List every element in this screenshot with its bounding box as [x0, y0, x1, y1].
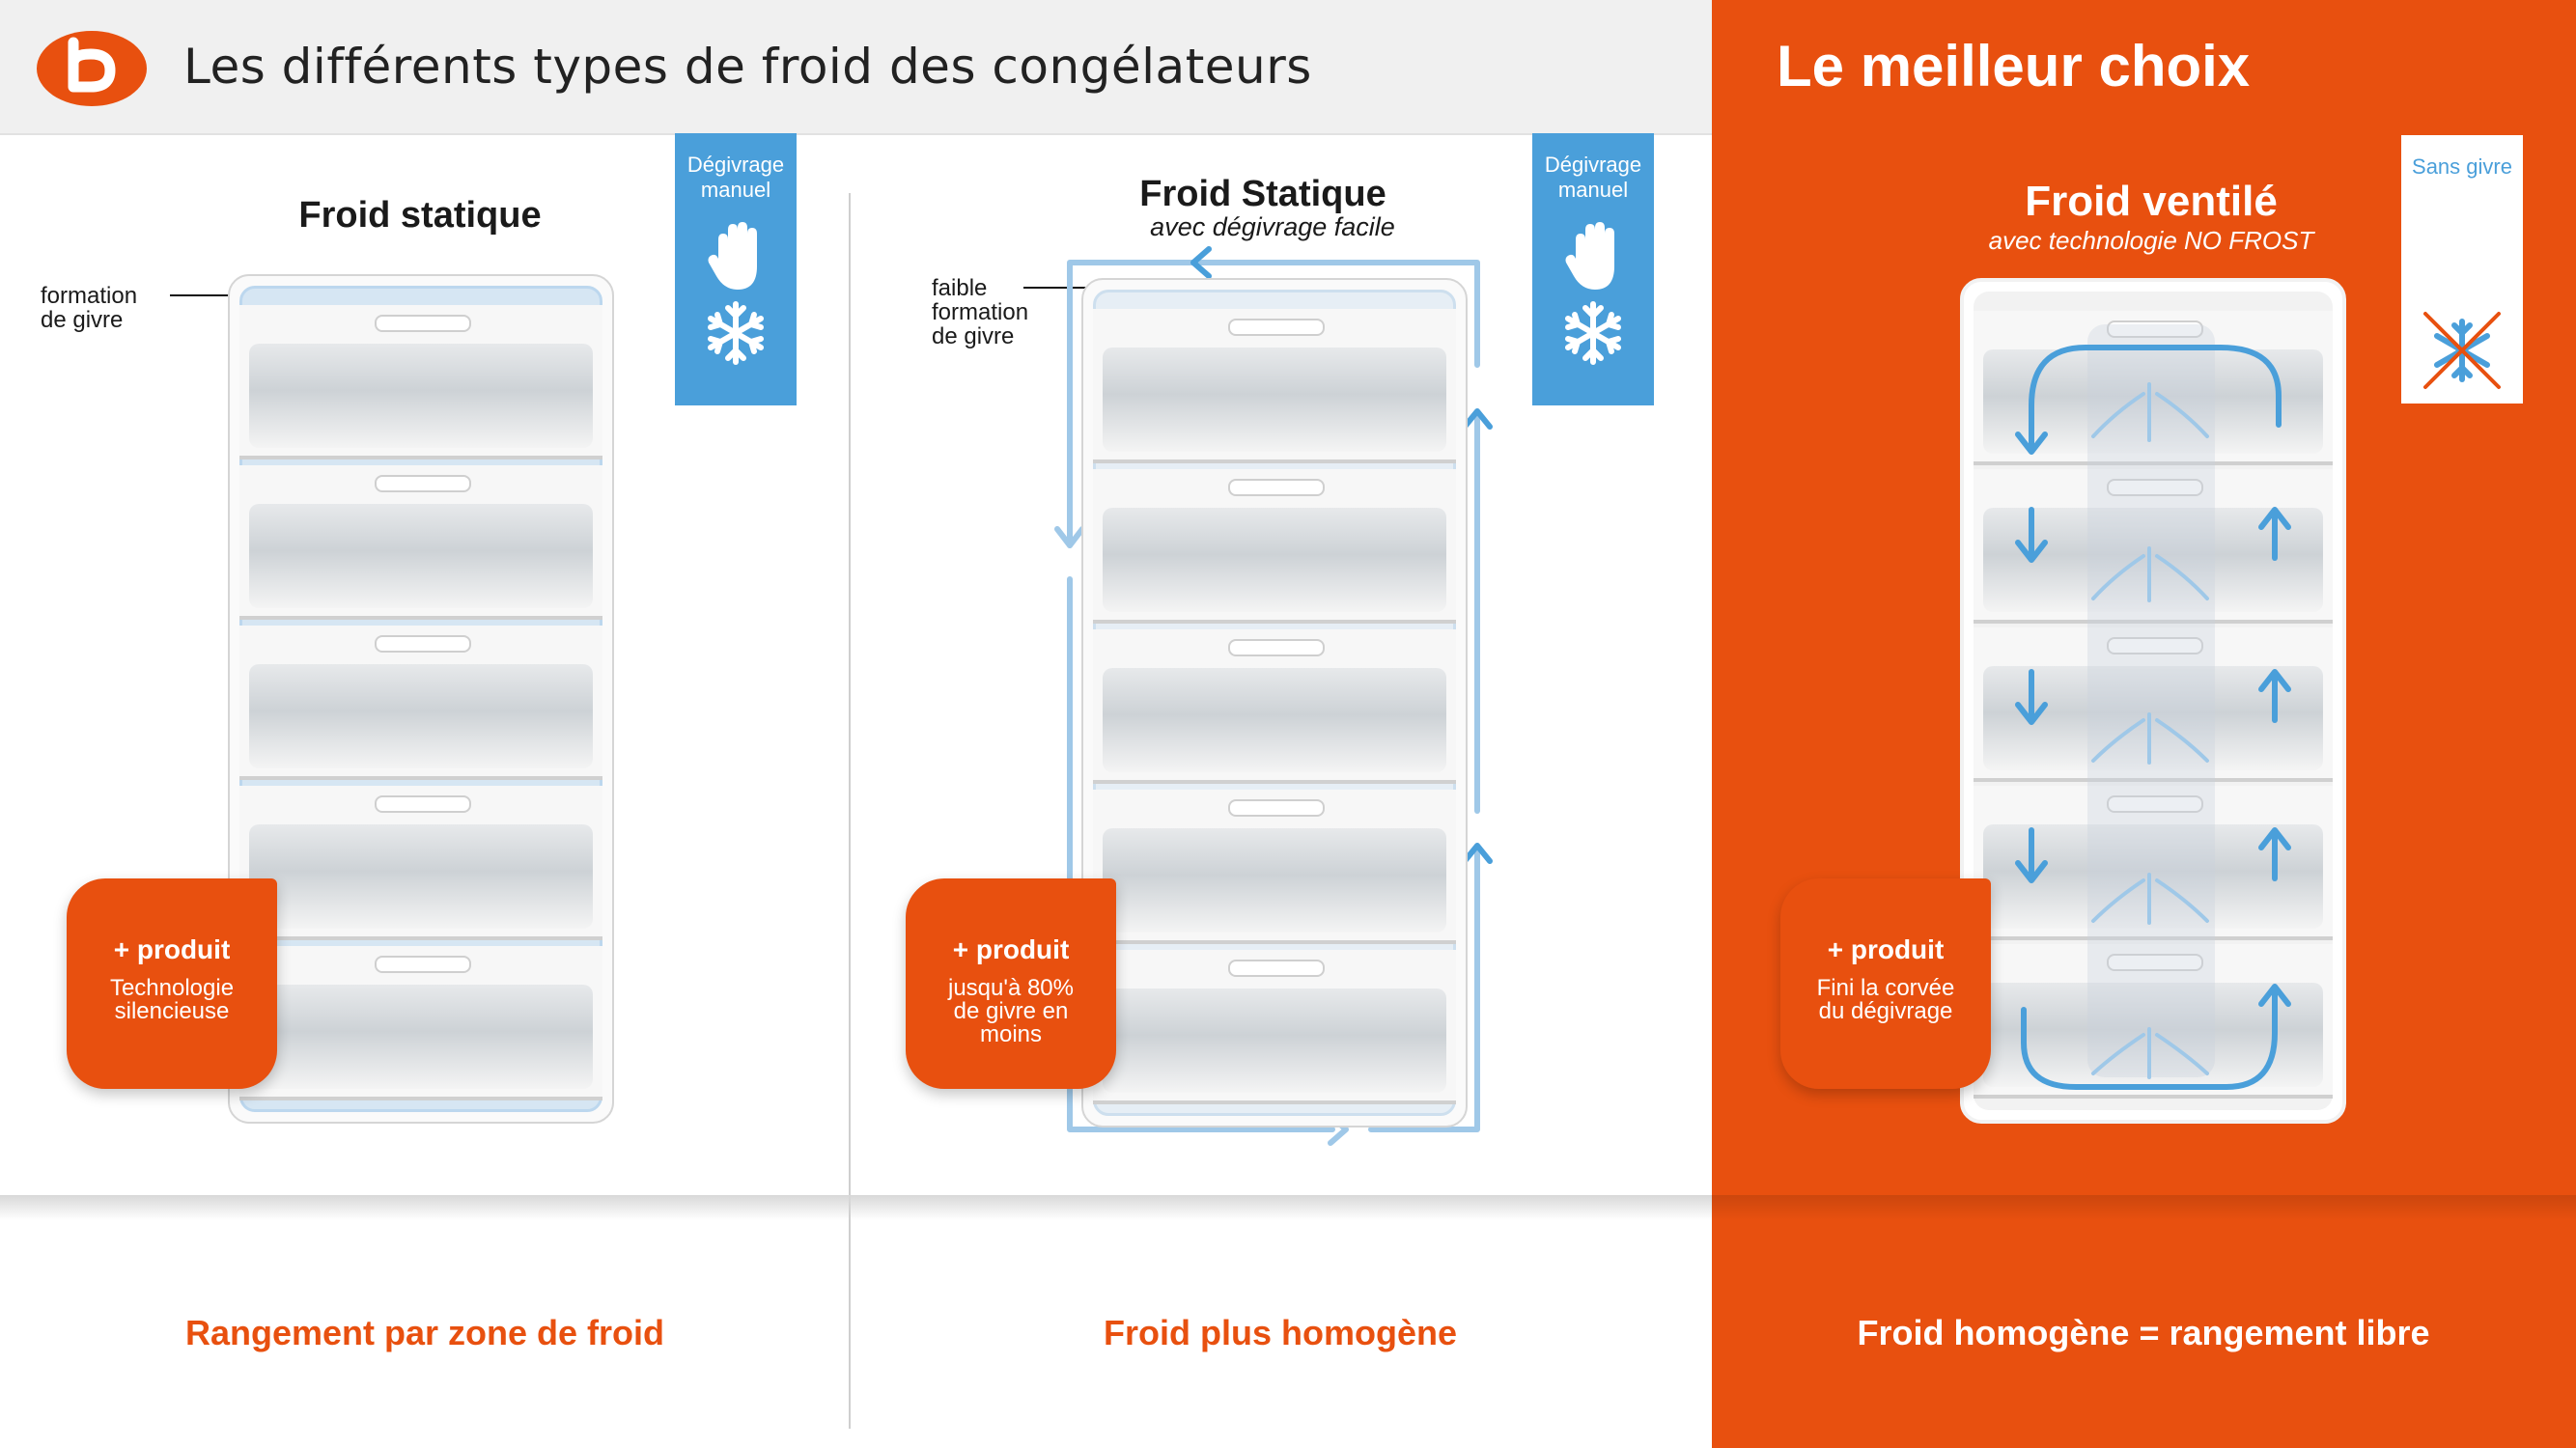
- col2-badge: [1532, 133, 1654, 405]
- col1-callout-text: formation de givre: [41, 283, 138, 333]
- col3-footer: Froid homogène = rangement libre: [1857, 1313, 2430, 1352]
- col2-subtitle: avec dégivrage facile: [1150, 212, 1395, 241]
- drawer: [1093, 309, 1456, 463]
- col3-badge: [2401, 135, 2523, 404]
- col3-plus-body: Fini la corvée du dégivrage: [1816, 975, 1955, 1024]
- col3-plus-head: + produit: [1827, 934, 1945, 964]
- col3-subtitle: avec technologie NO FROST: [1988, 226, 2314, 255]
- drawer: [1093, 629, 1456, 784]
- column-divider: [849, 193, 851, 1429]
- brand-logo: [35, 29, 149, 108]
- col3-title: Froid ventilé: [2025, 178, 2278, 225]
- col2-title: Froid Statique: [1139, 174, 1386, 214]
- col3-freezer: [1960, 278, 2346, 1124]
- hand-icon: [707, 220, 765, 293]
- col1-plus-box: [67, 878, 277, 1089]
- snowflake-icon: [702, 299, 770, 367]
- col2-plus-box: [906, 878, 1116, 1089]
- crossed-snowflake-icon: [2419, 307, 2506, 394]
- col1-plus-body: Technologie silencieuse: [109, 975, 235, 1024]
- bottom-shadow: [0, 1195, 1712, 1220]
- col1-badge-label: Dégivrage manuel: [686, 153, 785, 202]
- col2-plus-head: + produit: [952, 934, 1070, 964]
- drawer: [1093, 469, 1456, 624]
- best-choice-title: Le meilleur choix: [1777, 34, 2251, 98]
- col1-freezer: [228, 274, 614, 1124]
- drawer: [239, 305, 602, 459]
- col1-title: Froid statique: [298, 195, 542, 236]
- col3-badge-label: Sans givre: [2412, 154, 2512, 179]
- drawer: [1093, 790, 1456, 944]
- col1-plus-head: + produit: [113, 934, 231, 964]
- col1-footer: Rangement par zone de froid: [184, 1313, 665, 1352]
- drawer: [239, 946, 602, 1100]
- col1-badge: [675, 133, 797, 405]
- snowflake-icon: [1559, 299, 1627, 367]
- col2-plus-body: jusqu'à 80% de givre en moins: [947, 975, 1074, 1047]
- col2-freezer: [1081, 278, 1468, 1128]
- hand-icon: [1564, 220, 1622, 293]
- drawer: [239, 465, 602, 620]
- drawer: [1093, 950, 1456, 1104]
- col2-footer: Froid plus homogène: [1104, 1313, 1457, 1352]
- col2-badge-label: Dégivrage manuel: [1544, 153, 1642, 202]
- bottom-shadow-orange: [1712, 1195, 2576, 1220]
- col2-callout-text: faible formation de givre: [932, 275, 1029, 349]
- drawer: [239, 626, 602, 780]
- drawer: [239, 786, 602, 940]
- page-title: Les différents types de froid des congélateurs: [183, 39, 1312, 95]
- col3-plus-box: [1780, 878, 1991, 1089]
